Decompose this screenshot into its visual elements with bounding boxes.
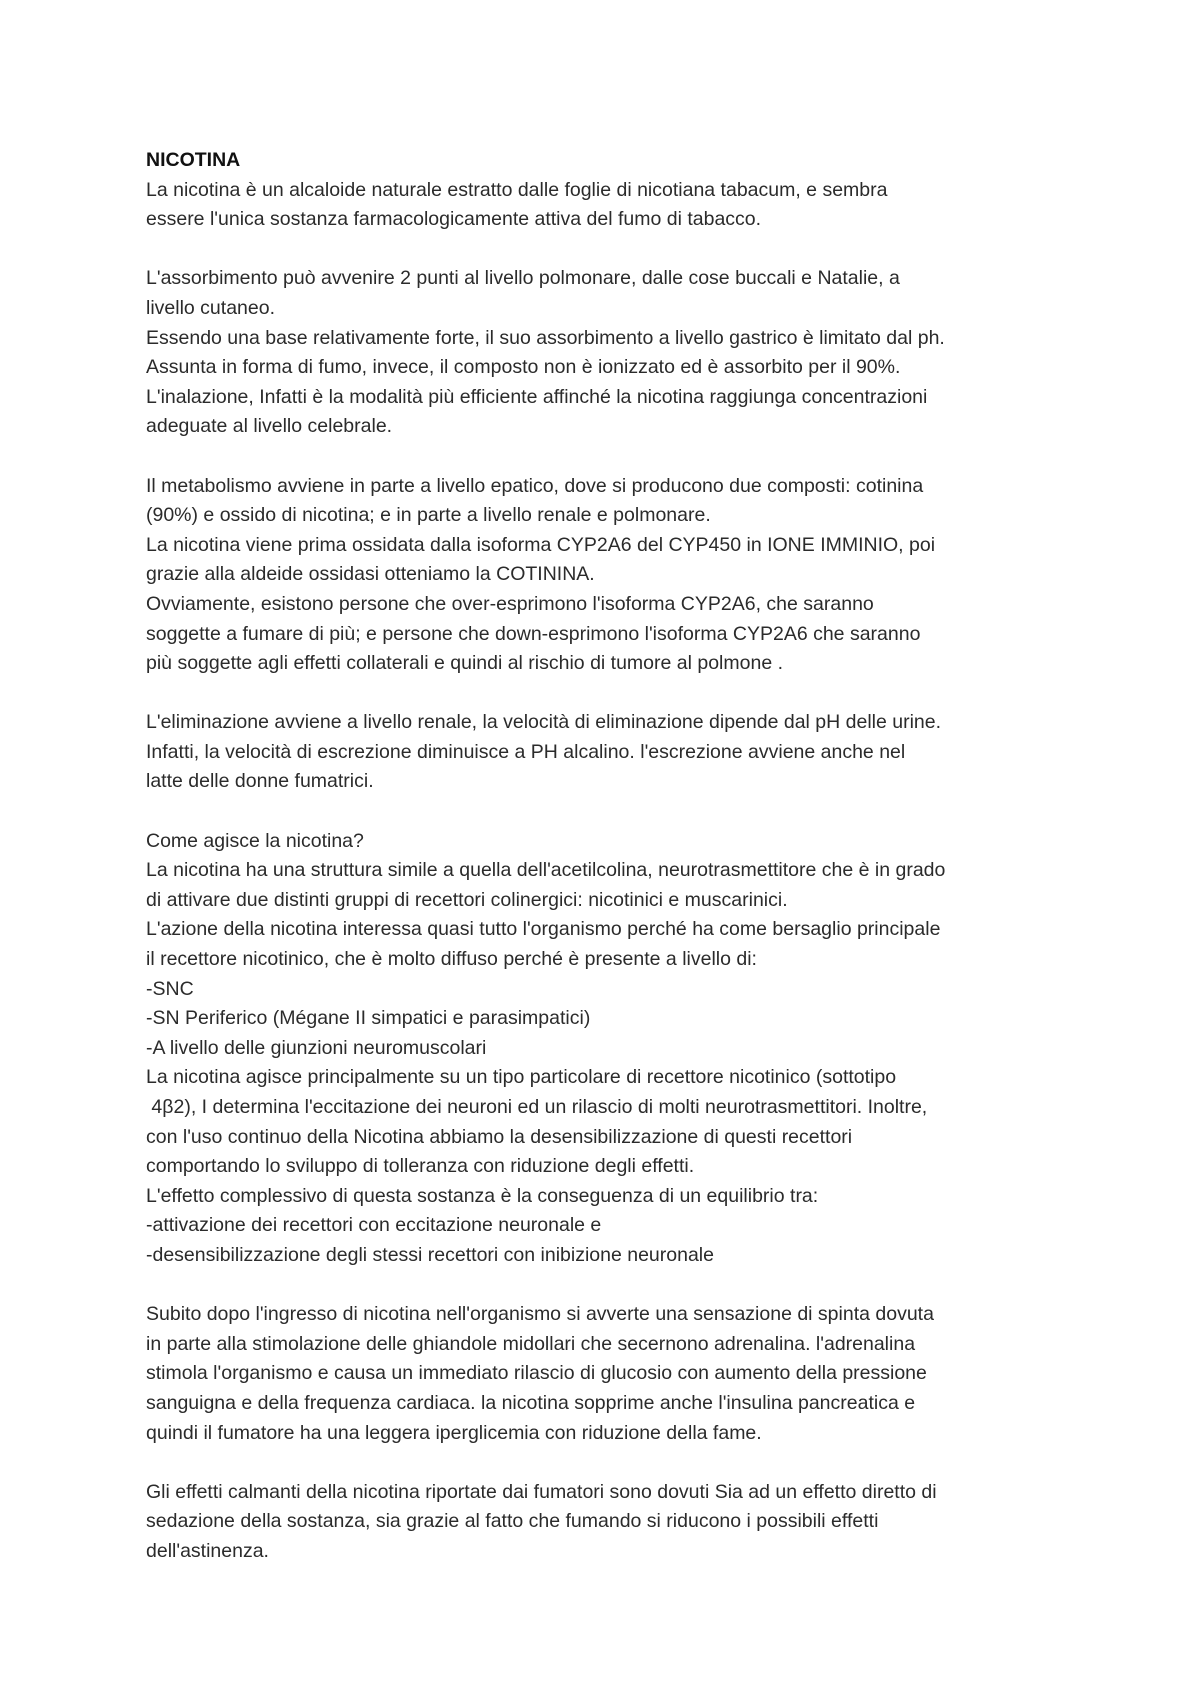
text-line: La nicotina ha una struttura simile a quella dell'acetilcolina, neurotrasmettitore che è in grado (146, 859, 946, 882)
paragraph-2 (146, 264, 1066, 442)
text-line: Subito dopo l'ingresso di nicotina nell'organismo si avverte una sensazione di spinta dovuta (146, 1303, 934, 1326)
text-line: 4β2), I determina l'eccitazione dei neuroni ed un rilascio di molti neurotrasmettitori. Inoltre, (146, 1096, 928, 1118)
text-line: -desensibilizzazione degli stessi recettori con inibizione neuronale (146, 1243, 714, 1266)
text-line: L'azione della nicotina interessa quasi tutto l'organismo perché ha come bersaglio principale (146, 918, 941, 941)
text-line: il recettore nicotinico, che è molto diffuso perché è presente a livello di: (146, 948, 757, 971)
paragraph-4 (146, 708, 1066, 797)
text-line: Ovviamente, esistono persone che over-esprimono l'isoforma CYP2A6, che saranno (146, 592, 874, 615)
text-line: Essendo una base relativamente forte, il suo assorbimento a livello gastrico è limitato dal ph. (146, 326, 945, 349)
text-line: La nicotina viene prima ossidata dalla isoforma CYP2A6 del CYP450 in IONE IMMINIO, poi (146, 533, 936, 556)
text-line: La nicotina è un alcaloide naturale estratto dalle foglie di nicotiana tabacum, e sembra (146, 178, 888, 201)
text-line: -attivazione dei recettori con eccitazione neuronale e (146, 1214, 602, 1237)
paragraph-7 (146, 1478, 1066, 1567)
paragraph-3 (146, 472, 1066, 679)
text-line: -A livello delle giunzioni neuromuscolari (146, 1036, 487, 1059)
paragraph-5 (146, 827, 1066, 1271)
text-line: La nicotina agisce principalmente su un tipo particolare di recettore nicotinico (sottotipo (146, 1066, 897, 1089)
text-line: Il metabolismo avviene in parte a livello epatico, dove si producono due composti: cotinina (146, 474, 924, 497)
document-title: NICOTINA (146, 149, 241, 171)
document-body (146, 146, 1066, 1567)
text-line: L'effetto complessivo di questa sostanza è la conseguenza di un equilibrio tra: (146, 1184, 819, 1207)
paragraph-1 (146, 176, 1066, 235)
paragraph-spacer (146, 235, 1066, 265)
paragraph-spacer (146, 679, 1066, 709)
text-line: soggette a fumare di più; e persone che down-esprimono l'isoforma CYP2A6 che saranno (146, 622, 921, 645)
paragraph-spacer (146, 1448, 1066, 1478)
text-line: in parte alla stimolazione delle ghiandole midollari che secernono adrenalina. l'adrenalina (146, 1332, 916, 1355)
text-line: sanguigna e della frequenza cardiaca. la nicotina sopprime anche l'insulina pancreatica e (146, 1391, 916, 1414)
paragraph-spacer (146, 442, 1066, 472)
text-line: con l'uso continuo della Nicotina abbiamo la desensibilizzazione di questi recettori (146, 1125, 853, 1148)
text-line: di attivare due distinti gruppi di recettori colinergici: nicotinici e muscarinici. (146, 888, 788, 911)
text-line: sedazione della sostanza, sia grazie al fatto che fumando si riducono i possibili effetti (146, 1510, 879, 1533)
paragraph-spacer (146, 1271, 1066, 1301)
text-line: comportando lo sviluppo di tolleranza con riduzione degli effetti. (146, 1155, 695, 1178)
text-line: livello cutaneo. (146, 296, 275, 319)
text-line: stimola l'organismo e causa un immediato rilascio di glucosio con aumento della pressione (146, 1362, 927, 1385)
text-line: L'assorbimento può avvenire 2 punti al livello polmonare, dalle cose buccali e Natalie, a (146, 267, 900, 290)
text-line: -SNC (146, 977, 194, 1000)
text-line: Infatti, la velocità di escrezione diminuisce a PH alcalino. l'escrezione avviene anche nel (146, 740, 906, 763)
text-line: adeguate al livello celebrale. (146, 415, 393, 438)
text-line: grazie alla aldeide ossidasi otteniamo la COTININA. (146, 563, 595, 586)
text-line: più soggette agli effetti collaterali e quindi al rischio di tumore al polmone . (146, 652, 784, 675)
text-line: -SN Periferico (Mégane II simpatici e parasimpatici) (146, 1007, 591, 1030)
text-line: essere l'unica sostanza farmacologicamente attiva del fumo di tabacco. (146, 208, 762, 231)
paragraph-6 (146, 1300, 1066, 1448)
text-line: quindi il fumatore ha una leggera iperglicemia con riduzione della fame. (146, 1421, 762, 1444)
text-line: latte delle donne fumatrici. (146, 770, 374, 793)
text-line: L'eliminazione avviene a livello renale, la velocità di eliminazione dipende dal pH delle urine. (146, 711, 942, 734)
paragraph-spacer (146, 797, 1066, 827)
text-line: Gli effetti calmanti della nicotina riportate dai fumatori sono dovuti Sia ad un effetto diretto di (146, 1480, 937, 1503)
text-line: Assunta in forma di fumo, invece, il composto non è ionizzato ed è assorbito per il 90%. (146, 356, 901, 379)
text-line: L'inalazione, Infatti è la modalità più efficiente affinché la nicotina raggiunga concentrazioni (146, 385, 928, 408)
text-line: dell'astinenza. (146, 1539, 269, 1562)
text-line: Come agisce la nicotina? (146, 829, 364, 852)
text-line: (90%) e ossido di nicotina; e in parte a livello renale e polmonare. (146, 504, 711, 527)
